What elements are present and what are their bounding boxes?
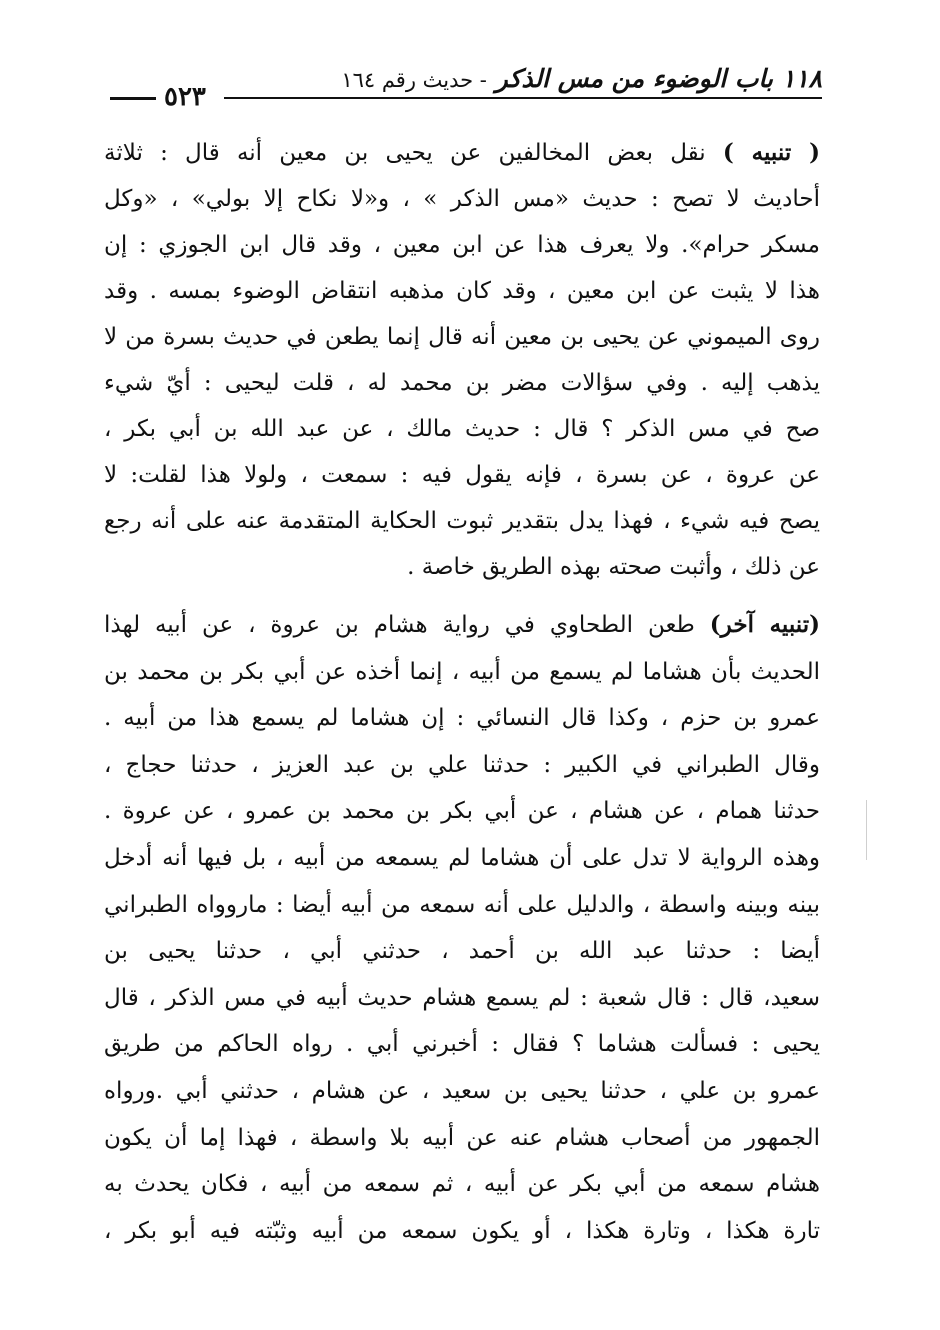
running-subtitle: - حديث رقم ١٦٤ bbox=[341, 68, 487, 92]
text-line: يذهب إليه . وفي سؤالات مضر بن محمد له ، قلت ليحيى : أيّ شيء bbox=[104, 370, 820, 396]
text-line: عن ذلك ، وأثبت صحته بهذه الطريق خاصة . bbox=[407, 554, 820, 580]
header-rule bbox=[224, 97, 822, 99]
text-line: عمرو بن حزم ، وكذا قال النسائي : إن هشاما لم يسمع هذا من أبيه . bbox=[104, 705, 820, 732]
text-line: هشام سمعه من أبي بكر عن أبيه ، ثم سمعه من أبيه ، فكان يحدث به bbox=[104, 1171, 820, 1198]
note-label: ( تنبيه ) bbox=[722, 139, 820, 166]
text-line: يحيى : فسألت هشاما ؟ فقال : أخبرني أبي . رواه الحاكم من طريق bbox=[104, 1031, 820, 1058]
text-line: وقال الطبراني في الكبير : حدثنا علي بن عبد العزيز ، حدثنا حجاج ، bbox=[104, 751, 820, 778]
text-line: حدثنا همام ، عن هشام ، عن أبي بكر بن محمد بن عمرو ، عن عروة . bbox=[104, 798, 820, 825]
page-body bbox=[104, 130, 820, 1254]
text-line: الجمهور من أصحاب هشام عنه عن أبيه بلا واسطة ، فهذا إما أن يكون bbox=[104, 1124, 820, 1151]
text-line: أيضا : حدثنا عبد الله بن أحمد ، حدثني أبي ، حدثنا يحيى بن bbox=[104, 938, 820, 965]
running-title bbox=[341, 62, 822, 97]
text-line bbox=[104, 602, 820, 649]
running-title-text: ١١٨ باب الوضوء من مس الذكر bbox=[495, 64, 822, 93]
text-line: روى الميموني عن يحيى بن معين أنه قال إنما يطعن في حديث بسرة من لا bbox=[104, 324, 820, 350]
text-line: بينه وبينه واسطة ، والدليل على أنه سمعه من أبيه أيضا : ماروواه الطبراني bbox=[104, 891, 820, 918]
page-header bbox=[110, 58, 822, 118]
text-line: مسكر حرام». ولا يعرف هذا عن ابن معين ، وقد قال ابن الجوزي : إن bbox=[104, 232, 820, 258]
text-line: وهذه الرواية لا تدل على أن هشاما لم يسمعه من أبيه ، بل فيها أنه أدخل bbox=[104, 844, 820, 871]
paragraph-note-1 bbox=[104, 130, 820, 590]
page-number: ٥٢٣ bbox=[164, 82, 206, 112]
text-line: تارة هكذا ، وتارة هكذا ، أو يكون سمعه من أبيه وثبّته فيه أبو بكر ، bbox=[104, 1217, 820, 1244]
note-label: (تنبيه آخر) bbox=[709, 611, 820, 638]
text-line bbox=[104, 130, 820, 176]
text-line: صح في مس الذكر ؟ قال : حديث مالك ، عن عبد الله بن أبي بكر ، bbox=[104, 416, 820, 442]
text-line: عن عروة ، عن بسرة ، فإنه يقول فيه : سمعت ، ولولا هذا لقلت: لا bbox=[104, 462, 820, 488]
text-line: هذا لا يثبت عن ابن معين ، وقد كان مذهبه انتقاض الوضوء بمسه . وقد bbox=[104, 278, 820, 304]
text-line: يصح فيه شيء ، فهذا يدل بتقدير ثبوت الحكاية المتقدمة عنه على أنه رجع bbox=[104, 508, 820, 534]
text-line: عمرو بن علي ، حدثنا يحيى بن سعيد ، عن هشام ، حدثني أبي .ورواه bbox=[104, 1077, 820, 1104]
margin-scan-mark bbox=[866, 800, 867, 860]
line-text: نقل بعض المخالفين عن يحيى بن معين أنه قال : ثلاثة bbox=[104, 140, 706, 166]
line-text: طعن الطحاوي في رواية هشام بن عروة ، عن أبيه لهذا bbox=[104, 612, 695, 638]
paragraph-note-2 bbox=[104, 602, 820, 1254]
text-line: الحديث بأن هشاما لم يسمع من أبيه ، إنما أخذه عن أبي بكر بن محمد بن bbox=[104, 658, 820, 685]
header-rule-left bbox=[110, 97, 156, 100]
text-line: أحاديث لا تصح : حديث «مس الذكر » ، و«لا نكاح إلا بولي» ، «وكل bbox=[104, 186, 820, 212]
text-line: سعيد، قال : قال شعبة : لم يسمع هشام حديث أبيه في مس الذكر ، قال bbox=[104, 984, 820, 1011]
